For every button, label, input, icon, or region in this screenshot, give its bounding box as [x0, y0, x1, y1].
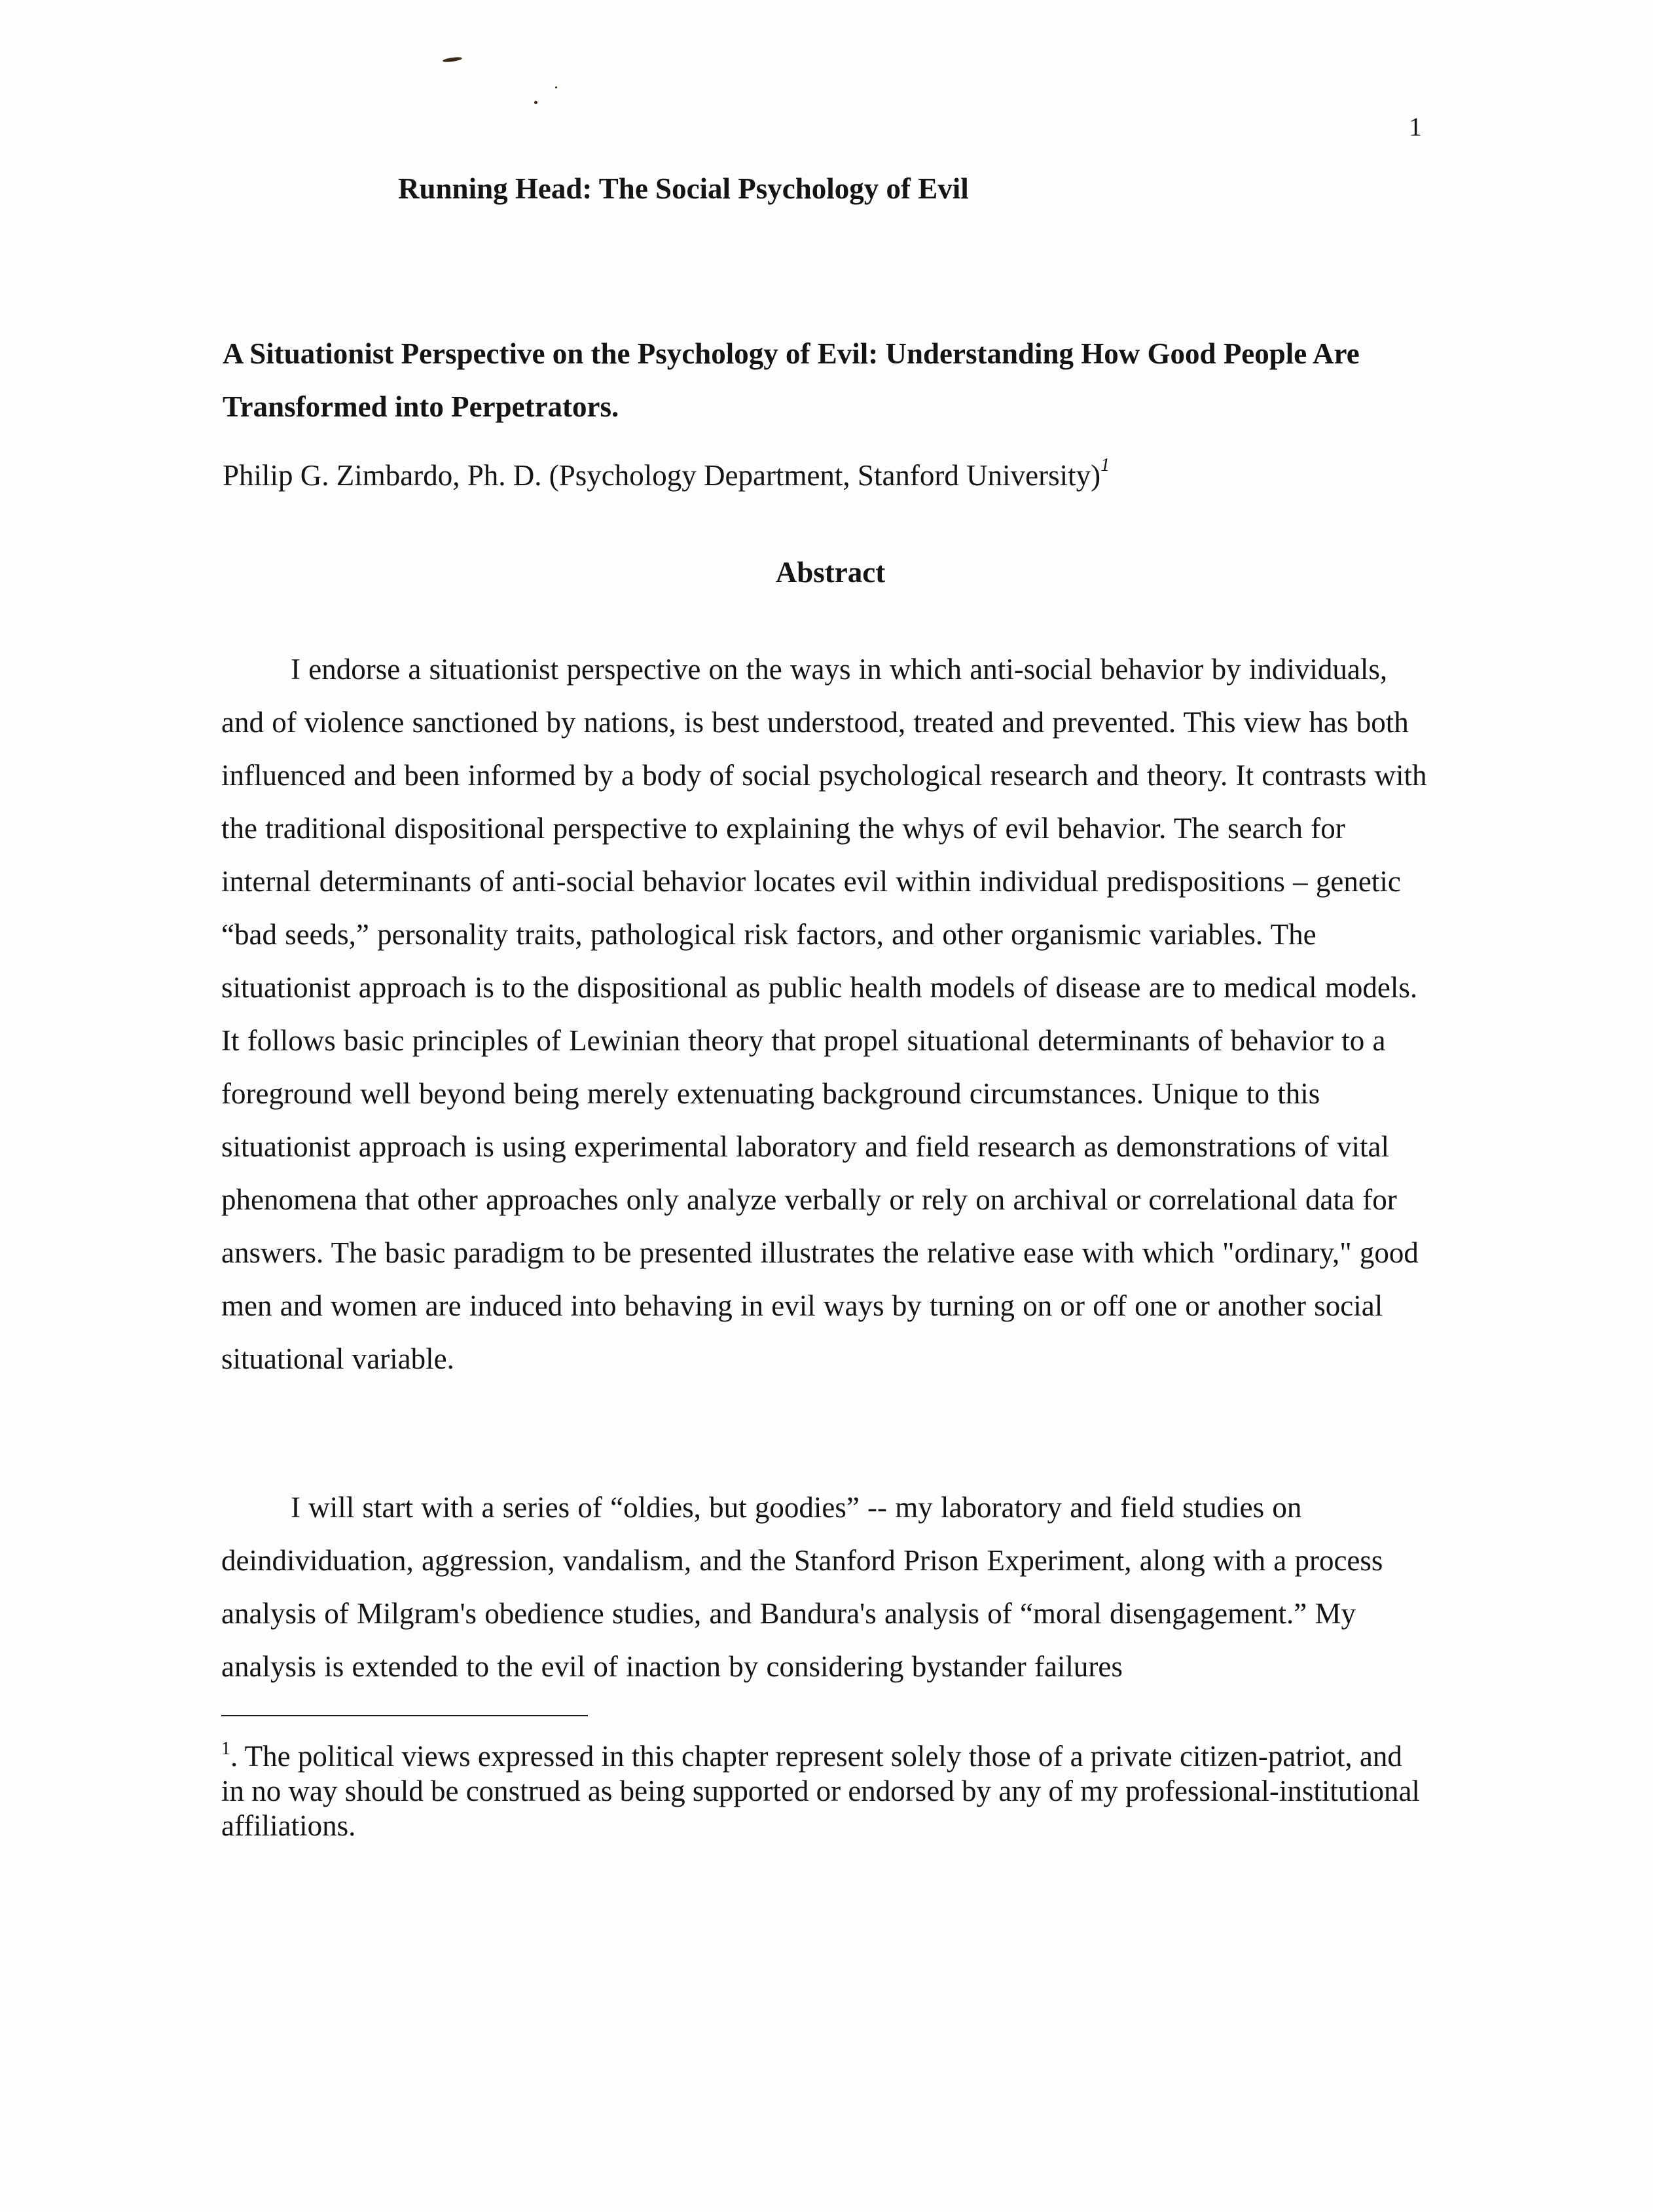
- footnote-marker: 1: [221, 1739, 230, 1759]
- abstract-paragraph: I endorse a situationist perspective on the ways in which anti-social behavior by individuals, and of violence sanctioned by nations, is best understood, treated and prevented. This view has both influenced and been informed by a body of social psychological research and theory. It contrasts with the traditional dispositional perspective to explaining the whys of evil behavior. The search for internal determinants of anti-social behavior locates evil within individual predispositions – genetic “bad seeds,” personality traits, pathological risk factors, and other organismic variables. The situationist approach is to the dispositional as public health models of disease are to medical models. It follows basic principles of Lewinian theory that propel situational determinants of behavior to a foreground well beyond being merely extenuating background circumstances. Unique to this situationist approach is using experimental laboratory and field research as demonstrations of vital phenomena that other approaches only analyze verbally or rely on archival or correlational data for answers. The basic paradigm to be presented illustrates the relative ease with which "ordinary," good men and women are induced into behaving in evil ways by turning on or off one or another social situational variable.: [221, 653, 1427, 1375]
- scan-speck: [534, 101, 537, 104]
- author-text: Philip G. Zimbardo, Ph. D. (Psychology Department, Stanford University): [223, 459, 1101, 492]
- footnote-divider: [221, 1715, 588, 1716]
- scan-speck: [443, 56, 463, 63]
- footnote: [221, 1739, 1427, 1843]
- page-number: 1: [1409, 112, 1422, 141]
- footnote-text: . The political views expressed in this chapter represent solely those of a private citizen-patriot, and in no way should be construed as being supported or endorsed by any of my professional-institutional affiliations.: [221, 1740, 1420, 1842]
- running-head: Running Head: The Social Psychology of Evil: [398, 172, 969, 205]
- abstract-paragraph: I will start with a series of “oldies, but goodies” -- my laboratory and field studies on deindividuation, aggression, vandalism, and the Stanford Prison Experiment, along with a process analysis of Milgram's obedience studies, and Bandura's analysis of “moral disengagement.” My analysis is extended to the evil of inaction by considering bystander failures: [221, 1491, 1383, 1683]
- abstract-heading: Abstract: [775, 556, 886, 589]
- document-title: A Situationist Perspective on the Psychology of Evil: Understanding How Good People Are Transformed into Perpetrators.: [223, 337, 1360, 423]
- scan-speck: [555, 86, 557, 88]
- author-line: [223, 455, 1110, 492]
- author-footnote-marker: 1: [1100, 455, 1110, 475]
